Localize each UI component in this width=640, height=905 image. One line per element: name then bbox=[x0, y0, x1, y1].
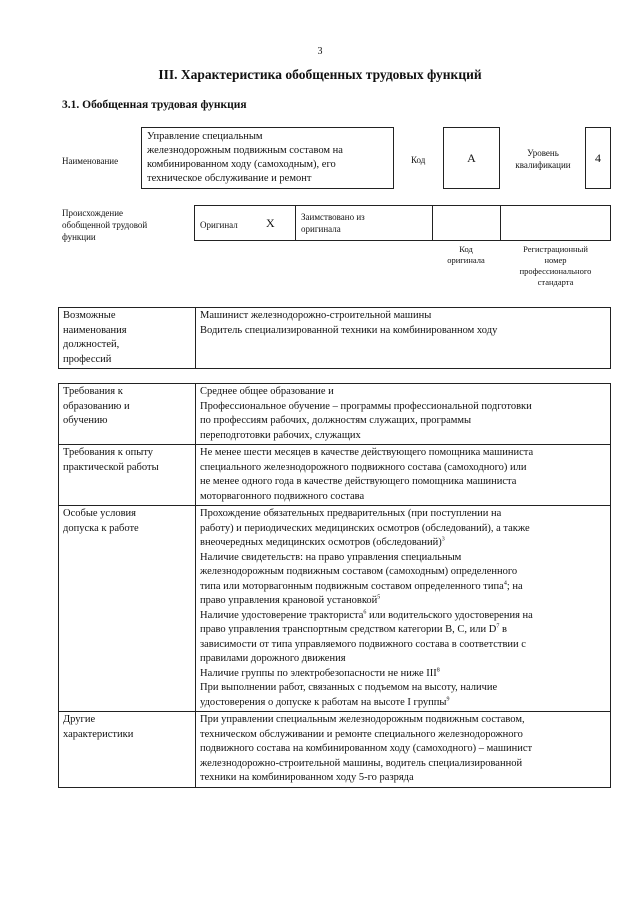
condition-text: ; на bbox=[506, 580, 523, 592]
name-line: Управление специальным bbox=[147, 131, 263, 142]
footnote-mark: 6 bbox=[363, 609, 367, 615]
name-value-box bbox=[141, 127, 394, 189]
footnote-mark: 3 bbox=[441, 536, 445, 543]
condition-line bbox=[200, 580, 606, 595]
footnote-mark: 9 bbox=[446, 696, 450, 702]
section-title: 3.1. Обобщенная трудовая функция bbox=[62, 99, 247, 111]
condition-text: Наличие свидетельств: на право управления специальным bbox=[200, 551, 462, 563]
condition-text: железнодорожным подвижным составом (самоходным) определенного bbox=[200, 566, 518, 577]
requirement-value: При управлении специальным железнодорожным подвижным составом, техническом обслуживании и ремонте специального железнодорожного подвижного состава на комбинированном ходу (самоходного) – машинист железнодорожно-строительной машины, водитель специализированной техники на комбинированном ходу 5-го разряда bbox=[196, 712, 611, 788]
requirement-label: Требования к образованию и обучению bbox=[59, 384, 196, 445]
footnote-mark: 8 bbox=[436, 667, 440, 673]
condition-text: типа или моторвагонным подвижным составом определенного типа bbox=[200, 580, 504, 592]
condition-text: работу) и периодических медицинских осмотров (обследований), а также bbox=[200, 522, 530, 534]
divider bbox=[432, 205, 433, 241]
reg-number-caption: Регистрационный номер профессионального стандарта bbox=[519, 244, 592, 287]
requirement-value: Среднее общее образование и Профессиональное обучение – программы профессиональной подготовки по профессиям рабочих, должностям служащих, программы переподготовки рабочих, служащих bbox=[196, 384, 611, 445]
table-row bbox=[59, 712, 611, 788]
condition-line bbox=[200, 565, 606, 580]
condition-text: внеочередных медицинских осмотров (обследований) bbox=[200, 537, 442, 548]
condition-text: удостоверения о допуске к работам на высоте I группы bbox=[200, 696, 447, 708]
positions-label: Возможные наименования должностей, профессий bbox=[59, 308, 196, 369]
footnote-mark: 4 bbox=[503, 580, 507, 586]
condition-text: правилами дорожного движения bbox=[200, 653, 346, 664]
condition-text: Наличие удостоверение тракториста bbox=[200, 609, 364, 621]
condition-text: Прохождение обязательных предварительных (при поступлении на bbox=[200, 508, 502, 519]
positions-table bbox=[58, 307, 611, 369]
condition-line bbox=[200, 551, 606, 566]
condition-line bbox=[200, 638, 606, 653]
code-label: Код bbox=[411, 155, 426, 165]
divider bbox=[295, 205, 296, 241]
condition-line bbox=[200, 667, 606, 682]
table-row bbox=[59, 445, 611, 506]
table-row bbox=[59, 384, 611, 445]
footnote-mark: 7 bbox=[496, 623, 500, 630]
condition-line bbox=[200, 681, 606, 696]
requirements-table bbox=[58, 383, 611, 788]
condition-text: Наличие группы по электробезопасности не ниже III bbox=[200, 667, 437, 679]
condition-text: право управления крановой установкой bbox=[200, 595, 378, 606]
origin-label: Происхождение обобщенной трудовой функции bbox=[62, 208, 148, 242]
condition-text: зависимости от типа управляемого подвижного состава в соответствии с bbox=[200, 638, 526, 650]
name-line: техническое обслуживание и ремонт bbox=[147, 173, 312, 184]
requirement-label: Особые условия допуска к работе bbox=[59, 506, 196, 712]
requirement-label: Требования к опыту практической работы bbox=[59, 445, 196, 506]
requirement-value: Не менее шести месяцев в качестве действующего помощника машиниста специального железнодорожного подвижного состава (самоходного) или не менее одного года в качестве действующего помощника машиниста моторвагонного подвижного состава bbox=[196, 445, 611, 506]
name-line: комбинированном ходу (самоходным), его bbox=[147, 159, 336, 170]
condition-line bbox=[200, 609, 606, 624]
name-label: Наименование bbox=[62, 156, 119, 166]
code-original-caption: Код оригинала bbox=[447, 244, 485, 265]
condition-line bbox=[200, 594, 606, 609]
requirement-value bbox=[196, 506, 611, 712]
origin-box bbox=[194, 205, 611, 241]
condition-text: или водительского удостоверения на bbox=[366, 609, 533, 621]
name-line: железнодорожным подвижным составом на bbox=[147, 145, 343, 156]
table-row bbox=[59, 506, 611, 712]
condition-line bbox=[200, 507, 606, 522]
condition-line bbox=[200, 696, 606, 711]
footnote-mark: 5 bbox=[377, 594, 381, 601]
borrowed-label: Заимствовано из оригинала bbox=[301, 212, 365, 234]
divider bbox=[500, 205, 501, 241]
condition-text: в bbox=[499, 624, 507, 635]
original-label: Оригинал bbox=[200, 220, 238, 230]
condition-line bbox=[200, 522, 606, 537]
original-mark: X bbox=[266, 216, 275, 230]
condition-text: При выполнении работ, связанных с подъемом на высоту, наличие bbox=[200, 682, 498, 693]
requirement-label: Другие характеристики bbox=[59, 712, 196, 788]
page-title: III. Характеристика обобщенных трудовых функций bbox=[158, 67, 482, 82]
code-value: А bbox=[443, 127, 500, 189]
condition-text: право управления транспортным средством категории В, С, или D bbox=[200, 624, 497, 635]
condition-line bbox=[200, 623, 606, 638]
level-label: Уровень квалификации bbox=[515, 148, 571, 170]
table-row bbox=[59, 308, 611, 369]
condition-line bbox=[200, 536, 606, 551]
condition-line bbox=[200, 652, 606, 667]
level-value: 4 bbox=[585, 127, 611, 189]
positions-values: Машинист железнодорожно-строительной машины Водитель специализированной техники на комбинированном ходу bbox=[196, 308, 611, 369]
page-number: 3 bbox=[317, 46, 323, 57]
